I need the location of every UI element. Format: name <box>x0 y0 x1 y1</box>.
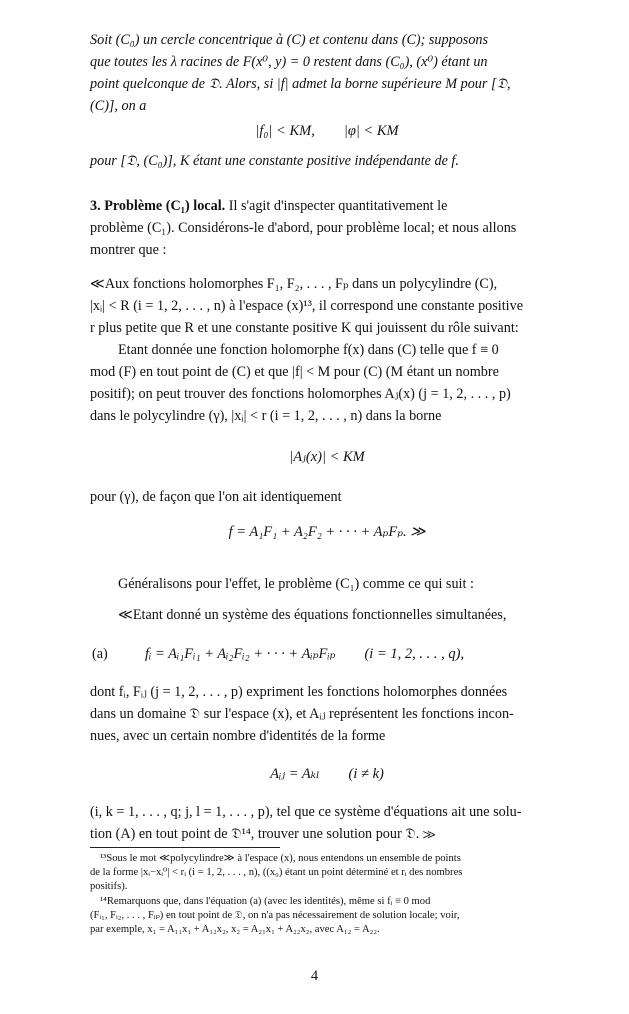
footnote-13-line: positifs). <box>90 881 128 892</box>
bound-aj-equation: |Aⱼ(x)| < KM <box>289 449 365 465</box>
theorem-line: point quelconque de 𝔇. Alors, si |f| admet la borne supérieure M pour [𝔇, <box>90 76 511 92</box>
general-line: tion (A) en tout point de 𝔇¹⁴, trouver une solution pour 𝔇. ≫ <box>90 826 436 842</box>
theorem-line: Soit (C₀) un cercle concentrique à (C) et contenu dans (C); supposons <box>90 32 489 48</box>
footnote-14-line: (Fᵢ₁, Fᵢ₂, . . . , Fᵢₚ) en tout point de 𝔇, on n'a pas nécessairement de solution locale; voir, <box>90 910 460 921</box>
general-line: dont fᵢ, Fᵢⱼ (j = 1, 2, . . . , p) expriment les fonctions holomorphes données <box>90 684 508 700</box>
quote-line: r plus petite que R et une constante positive K qui jouissent du rôle suivant: <box>90 320 519 336</box>
quote-line: Etant donnée une fonction holomorphe f(x) dans (C) telle que f ≡ 0 <box>118 342 499 358</box>
general-line: ≪Etant donné un système des équations fonctionnelles simultanées, <box>118 607 507 623</box>
equation-tag: (a) <box>92 646 108 662</box>
theorem-line: que toutes les λ racines de F(x⁰, y) = 0 restent dans (C₀), (x⁰) étant un <box>90 54 488 70</box>
section-heading-line <box>90 196 564 218</box>
footnote-13-line: ¹³Sous le mot ≪polycylindre≫ à l'espace (x), nous entendons un ensemble de points <box>100 853 461 864</box>
footnote-14-line: ¹⁴Remarquons que, dans l'équation (a) (avec les identités), même si fᵢ ≡ 0 mod <box>100 896 431 907</box>
general-line: nues, avec un certain nombre d'identités de la forme <box>90 728 386 744</box>
footnote-14-line: par exemple, x₁ = A₁₁x₁ + A₁₂x₂, x₂ = A₂₁x₁ + A₂₂x₂, avec A₁₂ = A₂₂. <box>90 924 380 935</box>
equation-a: fᵢ = Aᵢ₁Fᵢ₁ + Aᵢ₂Fᵢ₂ + · · · + AᵢₚFᵢₚ (i = 1, 2, . . . , q), <box>145 646 465 662</box>
general-line: Généralisons pour l'effet, le problème (C₁) comme ce qui suit : <box>118 576 474 592</box>
quote-line: ≪Aux fonctions holomorphes F₁, F₂, . . . , Fₚ dans un polycylindre (C), <box>90 276 498 292</box>
bound-equation: |f₀| < KM, |φ| < KM <box>255 123 399 139</box>
identity-equation: Aᵢⱼ = Aₖₗ (i ≠ k) <box>270 766 384 782</box>
section-line: montrer que : <box>90 242 167 258</box>
general-line: dans un domaine 𝔇 sur l'espace (x), et Aᵢⱼ représentent les fonctions incon- <box>90 706 514 722</box>
section-line: problème (C₁). Considérons-le d'abord, pour problème local; et nous allons <box>90 220 517 236</box>
quote-line: mod (F) en tout point de (C) et que |f| < M pour (C) (M étant un nombre <box>90 364 499 380</box>
general-line: (i, k = 1, . . . , q; j, l = 1, . . . , p), tel que ce système d'équations ait une solu- <box>90 804 522 820</box>
footnote-rule <box>90 847 280 848</box>
footnote-13-line: de la forme |xᵢ−xᵢ⁰| < rᵢ (i = 1, 2, . . . , n), ((x₀) étant un point déterminé et rᵢ des nombres <box>90 867 463 878</box>
quote-line: positif); on peut trouver des fonctions holomorphes Aⱼ(x) (j = 1, 2, . . . , p) <box>90 386 511 402</box>
quote-line: |xᵢ| < R (i = 1, 2, . . . , n) à l'espace (x)¹³, il correspond une constante positive <box>90 298 524 314</box>
quote-line: dans le polycylindre (γ), |xᵢ| < r (i = 1, 2, . . . , n) dans la borne <box>90 408 442 424</box>
theorem-line: pour [𝔇, (C₀)], K étant une constante positive indépendante de f. <box>90 153 459 169</box>
section-heading: 3. Problème (C₁) local. <box>90 198 226 214</box>
theorem-line: (C)], on a <box>90 98 147 114</box>
page-number: 4 <box>310 968 319 984</box>
f-identity-equation: f = A₁F₁ + A₂F₂ + · · · + AₚFₚ. ≫ <box>228 524 426 540</box>
quote-line: pour (γ), de façon que l'on ait identiquement <box>90 489 342 505</box>
section-text: Il s'agit d'inspecter quantitativement le <box>228 198 448 214</box>
